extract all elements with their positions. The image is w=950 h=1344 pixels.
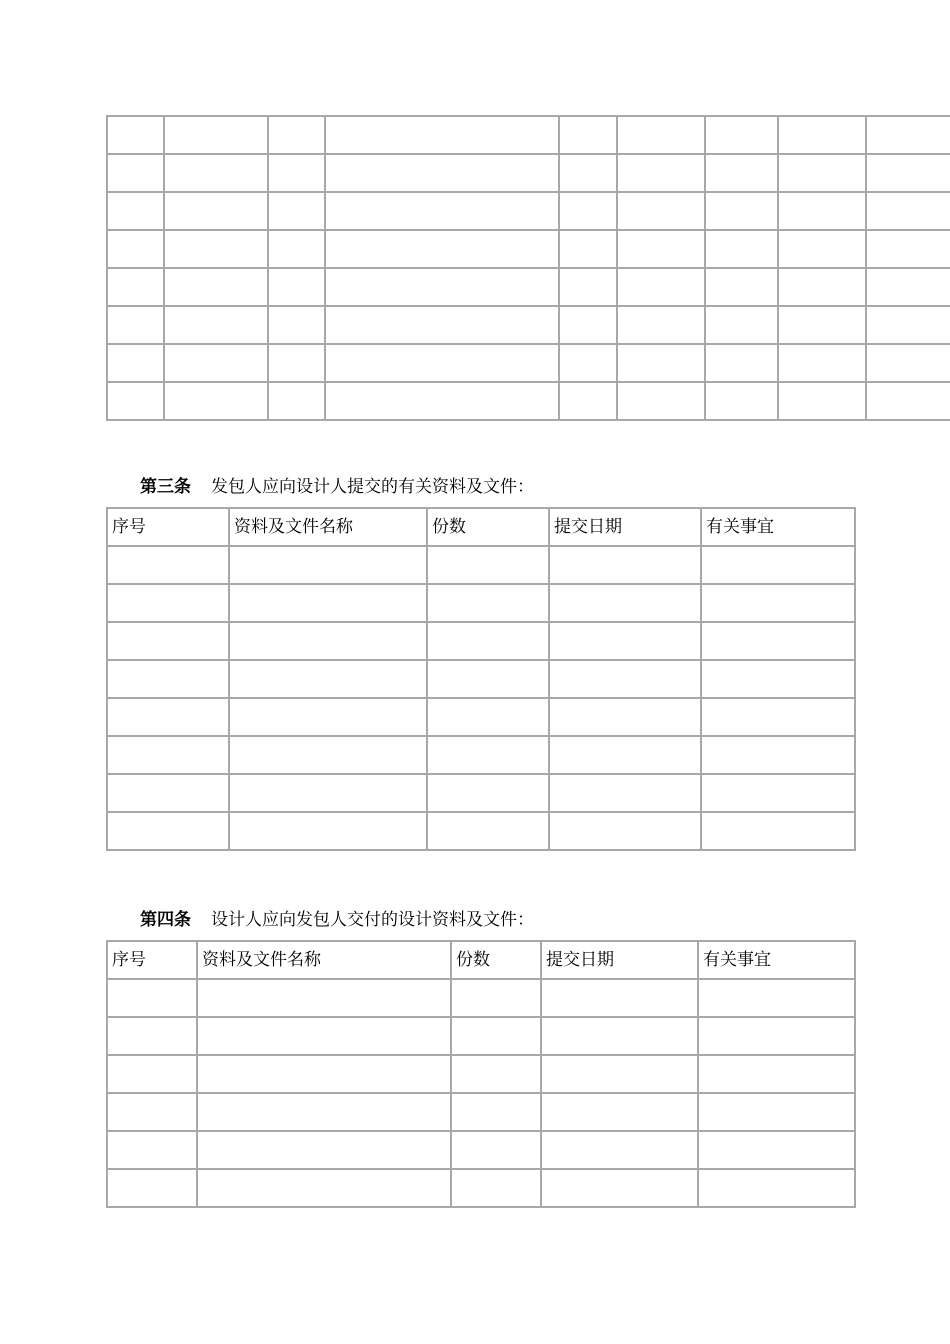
table-cell	[451, 1055, 541, 1093]
table-cell	[325, 268, 559, 306]
table-cell	[164, 382, 268, 420]
table-cell	[866, 268, 950, 306]
header-copies: 份数	[427, 508, 549, 546]
table-row	[107, 622, 855, 660]
table-cell	[617, 268, 705, 306]
table-cell	[541, 1131, 698, 1169]
table-cell	[325, 154, 559, 192]
table-cell	[268, 230, 325, 268]
table-cell	[549, 622, 701, 660]
table-cell	[698, 979, 855, 1017]
table-cell	[229, 622, 427, 660]
table-cell	[698, 1055, 855, 1093]
table-cell	[549, 584, 701, 622]
table-cell	[701, 774, 855, 812]
clause-3-header-row	[107, 508, 855, 546]
table-cell	[778, 268, 866, 306]
table-cell	[541, 1169, 698, 1207]
table-cell	[701, 584, 855, 622]
header-submit-date: 提交日期	[541, 941, 698, 979]
table-cell	[778, 116, 866, 154]
table-cell	[559, 382, 617, 420]
table-cell	[549, 774, 701, 812]
table-cell	[451, 1093, 541, 1131]
table-cell	[229, 698, 427, 736]
table-cell	[229, 774, 427, 812]
table-cell	[427, 660, 549, 698]
table-cell	[617, 382, 705, 420]
table-row	[107, 1169, 855, 1207]
table-cell	[325, 116, 559, 154]
table-cell	[451, 979, 541, 1017]
header-seq: 序号	[107, 508, 229, 546]
table-cell	[866, 344, 950, 382]
table-cell	[541, 979, 698, 1017]
table-cell	[866, 116, 950, 154]
table-cell	[541, 1055, 698, 1093]
table-cell	[164, 230, 268, 268]
table-row	[107, 268, 950, 306]
table-cell	[427, 584, 549, 622]
table-row	[107, 116, 950, 154]
table-cell	[778, 192, 866, 230]
clause-4-header-row	[107, 941, 855, 979]
table-cell	[866, 192, 950, 230]
table-cell	[559, 154, 617, 192]
table-cell	[229, 546, 427, 584]
table-cell	[107, 979, 197, 1017]
table-cell	[268, 268, 325, 306]
table-cell	[778, 230, 866, 268]
table-cell	[778, 382, 866, 420]
header-matters: 有关事宜	[698, 941, 855, 979]
table-cell	[778, 344, 866, 382]
table-cell	[559, 116, 617, 154]
table-cell	[107, 306, 164, 344]
table-cell	[268, 344, 325, 382]
table-cell	[229, 660, 427, 698]
table-cell	[701, 812, 855, 850]
table-row	[107, 812, 855, 850]
table-cell	[107, 546, 229, 584]
clause-4-text: 设计人应向发包人交付的设计资料及文件：	[211, 910, 534, 930]
clause-3-table-body	[107, 546, 855, 850]
table-cell	[866, 154, 950, 192]
table-cell	[427, 622, 549, 660]
table-row	[107, 546, 855, 584]
table-cell	[325, 344, 559, 382]
table-row	[107, 192, 950, 230]
table-cell	[164, 192, 268, 230]
table-cell	[617, 192, 705, 230]
table-cell	[549, 698, 701, 736]
table-cell	[705, 154, 778, 192]
table-row	[107, 979, 855, 1017]
table-cell	[698, 1017, 855, 1055]
table-cell	[427, 736, 549, 774]
clause-4-number: 第四条	[140, 910, 191, 930]
table-cell	[427, 698, 549, 736]
table-cell	[451, 1169, 541, 1207]
table-cell	[268, 154, 325, 192]
table-cell	[229, 812, 427, 850]
table-cell	[701, 698, 855, 736]
table-cell	[107, 154, 164, 192]
clause-3-table	[106, 507, 856, 851]
table-row	[107, 698, 855, 736]
table-cell	[268, 382, 325, 420]
table-cell	[427, 812, 549, 850]
table-row	[107, 230, 950, 268]
table-cell	[866, 382, 950, 420]
table-cell	[451, 1017, 541, 1055]
clause-4-table	[106, 940, 856, 1208]
table-cell	[451, 1131, 541, 1169]
table-cell	[778, 154, 866, 192]
table-cell	[549, 812, 701, 850]
table-cell	[698, 1169, 855, 1207]
table-cell	[325, 306, 559, 344]
header-doc-name: 资料及文件名称	[197, 941, 451, 979]
clause-3-text: 发包人应向设计人提交的有关资料及文件：	[211, 477, 534, 497]
table-cell	[559, 344, 617, 382]
table-row	[107, 154, 950, 192]
table-cell	[705, 230, 778, 268]
continued-table-body	[107, 116, 950, 420]
table-cell	[197, 979, 451, 1017]
table-cell	[107, 1093, 197, 1131]
table-cell	[107, 812, 229, 850]
table-cell	[698, 1131, 855, 1169]
table-cell	[164, 268, 268, 306]
table-cell	[617, 306, 705, 344]
table-cell	[549, 546, 701, 584]
table-cell	[107, 268, 164, 306]
table-cell	[559, 306, 617, 344]
table-cell	[107, 622, 229, 660]
table-cell	[617, 154, 705, 192]
table-cell	[107, 1017, 197, 1055]
table-row	[107, 382, 950, 420]
table-cell	[559, 230, 617, 268]
table-cell	[705, 192, 778, 230]
clause-3-heading	[140, 479, 534, 496]
table-cell	[701, 622, 855, 660]
table-cell	[549, 660, 701, 698]
table-cell	[427, 774, 549, 812]
table-cell	[559, 192, 617, 230]
table-cell	[705, 344, 778, 382]
table-cell	[866, 306, 950, 344]
header-seq: 序号	[107, 941, 197, 979]
table-cell	[107, 1055, 197, 1093]
table-cell	[164, 154, 268, 192]
table-row	[107, 1055, 855, 1093]
table-cell	[229, 736, 427, 774]
header-matters: 有关事宜	[701, 508, 855, 546]
table-cell	[107, 660, 229, 698]
table-cell	[541, 1017, 698, 1055]
table-row	[107, 584, 855, 622]
table-cell	[617, 230, 705, 268]
table-cell	[107, 1131, 197, 1169]
table-cell	[705, 382, 778, 420]
header-doc-name: 资料及文件名称	[229, 508, 427, 546]
table-row	[107, 1131, 855, 1169]
table-cell	[164, 116, 268, 154]
table-cell	[427, 546, 549, 584]
table-cell	[107, 192, 164, 230]
table-cell	[778, 306, 866, 344]
table-cell	[701, 736, 855, 774]
table-cell	[107, 1169, 197, 1207]
table-cell	[164, 344, 268, 382]
table-row	[107, 1093, 855, 1131]
table-cell	[107, 116, 164, 154]
clause-4-heading	[140, 912, 534, 929]
table-cell	[541, 1093, 698, 1131]
table-cell	[325, 230, 559, 268]
table-cell	[107, 230, 164, 268]
table-cell	[107, 382, 164, 420]
table-row	[107, 660, 855, 698]
table-cell	[617, 344, 705, 382]
table-cell	[268, 116, 325, 154]
table-cell	[197, 1169, 451, 1207]
table-cell	[229, 584, 427, 622]
table-cell	[705, 306, 778, 344]
table-row	[107, 306, 950, 344]
table-cell	[325, 382, 559, 420]
table-cell	[197, 1017, 451, 1055]
clause-3-number: 第三条	[140, 477, 191, 497]
table-cell	[549, 736, 701, 774]
table-cell	[197, 1131, 451, 1169]
table-cell	[107, 344, 164, 382]
table-cell	[197, 1055, 451, 1093]
table-cell	[107, 584, 229, 622]
table-cell	[197, 1093, 451, 1131]
table-cell	[268, 306, 325, 344]
continued-table	[106, 115, 950, 421]
table-cell	[705, 116, 778, 154]
table-cell	[705, 268, 778, 306]
table-cell	[268, 192, 325, 230]
table-row	[107, 774, 855, 812]
table-cell	[107, 774, 229, 812]
clause-4-table-body	[107, 979, 855, 1207]
table-row	[107, 736, 855, 774]
table-cell	[325, 192, 559, 230]
table-cell	[559, 268, 617, 306]
table-cell	[866, 230, 950, 268]
header-submit-date: 提交日期	[549, 508, 701, 546]
table-row	[107, 344, 950, 382]
table-cell	[698, 1093, 855, 1131]
table-cell	[701, 660, 855, 698]
header-copies: 份数	[451, 941, 541, 979]
table-cell	[164, 306, 268, 344]
table-cell	[107, 698, 229, 736]
table-cell	[701, 546, 855, 584]
table-cell	[107, 736, 229, 774]
table-row	[107, 1017, 855, 1055]
table-cell	[617, 116, 705, 154]
